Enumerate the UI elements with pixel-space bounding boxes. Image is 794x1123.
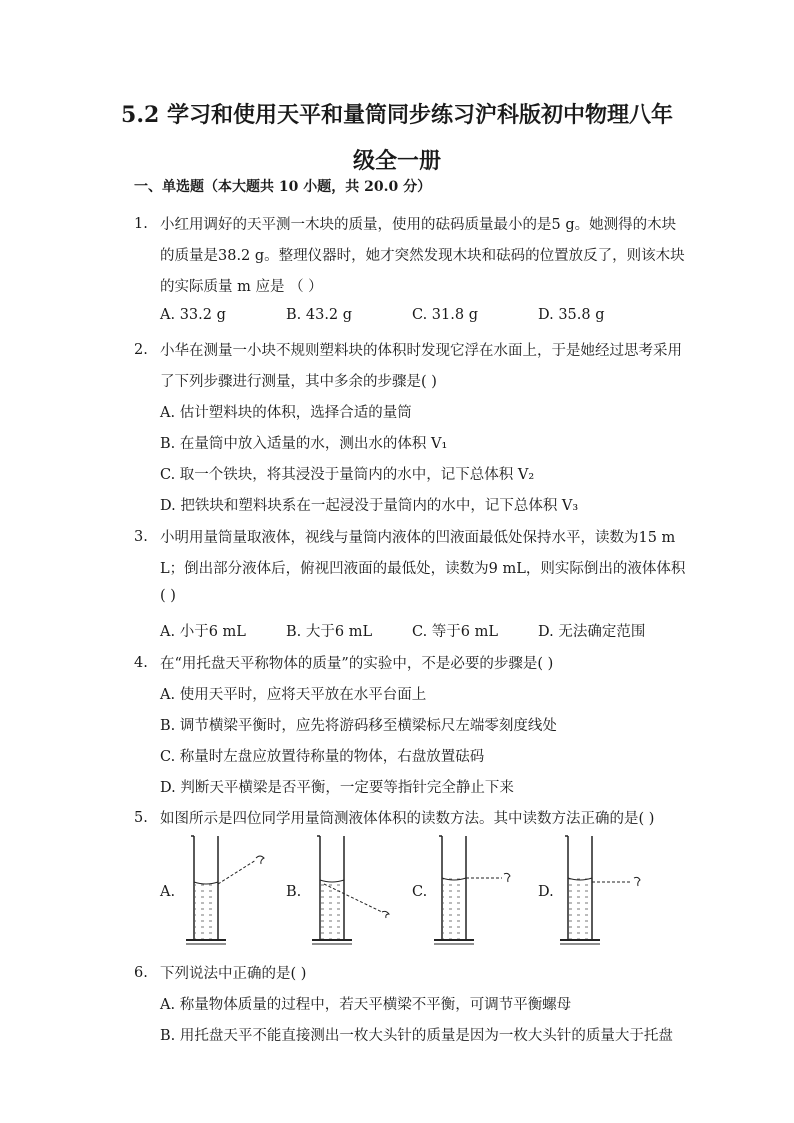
question-3-line-3: ( ) (160, 588, 176, 604)
question-2-option-a: A. 估计塑料块的体积，选择合适的量筒 (160, 405, 412, 421)
question-5-line-1: 如图所示是四位同学用量筒测液体体积的读数方法。其中读数方法正确的是( ) (160, 811, 655, 827)
figure-label-a: A. (160, 884, 176, 900)
eye-icon (634, 877, 640, 886)
question-3-option-d: D. 无法确定范围 (538, 624, 646, 640)
question-1-line-3: 的实际质量 m 应是 （ ） (160, 279, 323, 295)
question-6-option-a: A. 称量物体质量的过程中，若天平横梁不平衡，可调节平衡螺母 (160, 997, 572, 1013)
question-1-line-1: 小红用调好的天平测一木块的质量，使用的砝码质量最小的是5 g。她测得的木块 (160, 217, 677, 233)
question-3-option-b: B. 大于6 mL (286, 624, 373, 640)
question-3-option-c: C. 等于6 mL (412, 624, 499, 640)
eye-icon (504, 873, 510, 882)
question-1-number: 1. (134, 216, 148, 232)
figure-label-b: B. (286, 884, 302, 900)
cylinders-svg (160, 828, 660, 950)
question-1-line-2: 的质量是38.2 g。整理仪器时，她才突然发现木块和砝码的位置放反了，则该木块 (160, 248, 685, 264)
question-1-option-d: D. 35.8 g (538, 307, 605, 323)
eye-icon (382, 911, 389, 918)
question-2-number: 2. (134, 342, 148, 358)
question-2-line-2: 了下列步骤进行测量，其中多余的步骤是( ) (160, 374, 437, 390)
question-2-option-b: B. 在量筒中放入适量的水，测出水的体积 V₁ (160, 436, 448, 452)
cylinder-b (312, 836, 389, 944)
question-1-option-a: A. 33.2 g (160, 307, 226, 323)
question-2-option-d: D. 把铁块和塑料块系在一起浸没于量筒内的水中，记下总体积 V₃ (160, 498, 579, 514)
question-5-number: 5. (134, 810, 148, 826)
figure-label-c: C. (412, 884, 428, 900)
document-title (100, 92, 694, 184)
question-6-number: 6. (134, 965, 148, 981)
question-4-option-c: C. 称量时左盘应放置待称量的物体，右盘放置砝码 (160, 749, 485, 765)
question-2-line-1: 小华在测量一小块不规则塑料块的体积时发现它浮在水面上，于是她经过思考采用 (160, 343, 682, 359)
title-line-2: 级全一册 (352, 148, 441, 174)
question-6-line-1: 下列说法中正确的是( ) (160, 966, 307, 982)
question-3-line-2: L；倒出部分液体后，俯视凹液面的最低处，读数为9 mL，则实际倒出的液体体积 (160, 561, 686, 577)
question-1-option-c: C. 31.8 g (412, 307, 478, 323)
question-2-option-c: C. 取一个铁块，将其浸没于量筒内的水中，记下总体积 V₂ (160, 467, 535, 483)
question-4-option-d: D. 判断天平横梁是否平衡，一定要等指针完全静止下来 (160, 780, 514, 796)
question-4-option-b: B. 调节横梁平衡时，应先将游码移至横梁标尺左端零刻度线处 (160, 718, 557, 734)
title-line-1: 5.2 学习和使用天平和量筒同步练习沪科版初中物理八年 (121, 102, 673, 128)
question-4-number: 4. (134, 655, 148, 671)
cylinder-a (186, 836, 264, 944)
question-3-number: 3. (134, 529, 148, 545)
question-6-option-b: B. 用托盘天平不能直接测出一枚大头针的质量是因为一枚大头针的质量大于托盘 (160, 1028, 673, 1044)
cylinder-c (434, 836, 510, 944)
section-heading: 一、单选题（本大题共 10 小题，共 20.0 分） (134, 179, 432, 195)
question-1-option-b: B. 43.2 g (286, 307, 353, 323)
question-4-line-1: 在“用托盘天平称物体的质量”的实验中，不是必要的步骤是( ) (160, 656, 554, 672)
question-3-option-a: A. 小于6 mL (160, 624, 246, 640)
eye-icon (256, 856, 264, 864)
question-4-option-a: A. 使用天平时，应将天平放在水平台面上 (160, 687, 427, 703)
question-3-line-1: 小明用量筒量取液体，视线与量筒内液体的凹液面最低处保持水平，读数为15 m (160, 530, 676, 546)
cylinder-d (560, 836, 640, 944)
figure-label-d: D. (538, 884, 554, 900)
